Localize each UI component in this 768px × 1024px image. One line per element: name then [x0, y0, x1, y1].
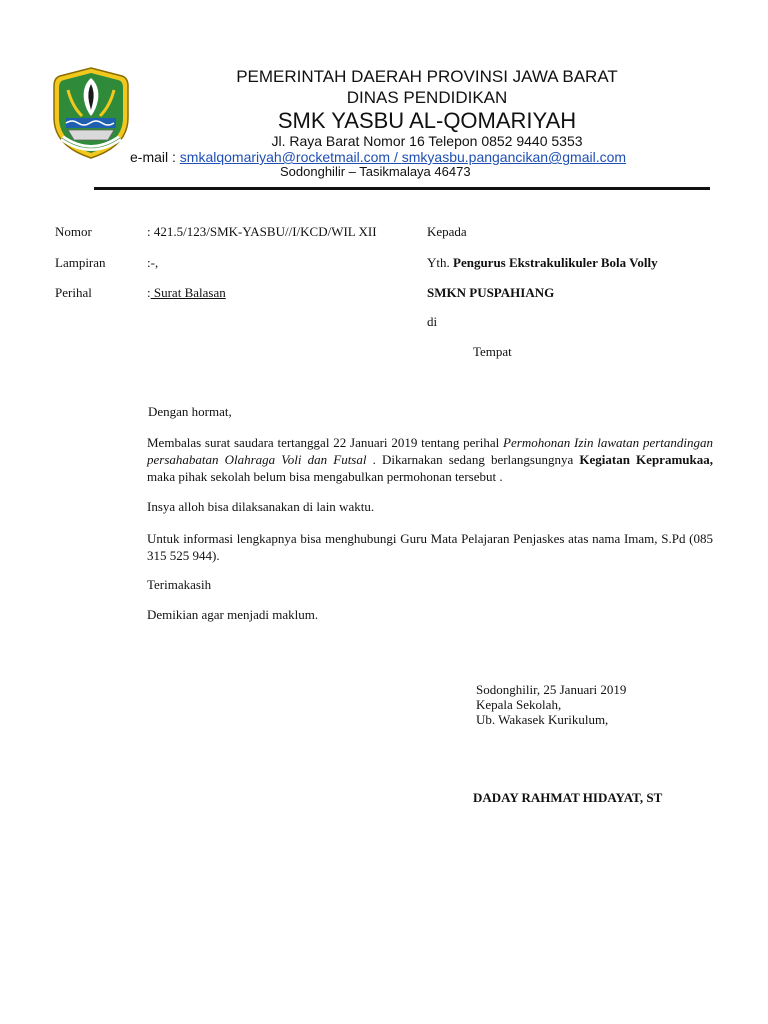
recipient-line — [427, 255, 658, 271]
perihal-value: Surat Balasan — [150, 285, 226, 300]
paragraph-later: Insya alloh bisa dilaksanakan di lain waktu. — [147, 499, 375, 514]
recipient-kepada: Kepada — [427, 224, 467, 239]
letterhead-city: Sodonghilir – Tasikmalaya 46473 — [280, 164, 471, 179]
paragraph-reply — [147, 434, 713, 485]
letterhead-government: PEMERINTAH DAERAH PROVINSI JAWA BARAT — [236, 67, 618, 86]
p1-reason: . Dikarnakan sedang berlangsungnya — [366, 452, 580, 467]
salutation: Dengan hormat, — [148, 404, 232, 419]
p1-intro: Membalas surat saudara tertanggal 22 Januari 2019 tentang perihal — [147, 435, 504, 450]
perihal-row — [147, 285, 226, 301]
email-link-2[interactable]: smkyasbu.pangancikan@gmail.com — [401, 149, 627, 165]
signature-title-1: Kepala Sekolah, — [476, 697, 562, 712]
nomor-label: Nomor — [55, 224, 92, 239]
recipient-name: Pengurus Ekstrakulikuler Bola Volly — [453, 255, 658, 270]
recipient-yth: Yth. — [427, 255, 450, 270]
recipient-tempat: Tempat — [473, 344, 512, 359]
recipient-di: di — [427, 314, 438, 329]
letterhead-address: Jl. Raya Barat Nomor 16 Telepon 0852 9440 5353 — [271, 133, 583, 149]
paragraph-closing: Demikian agar menjadi maklum. — [147, 607, 319, 622]
letterhead-school-name: SMK YASBU AL-QOMARIYAH — [277, 108, 577, 133]
signature-place-date: Sodonghilir, 25 Januari 2019 — [476, 682, 627, 697]
nomor-value: : 421.5/123/SMK-YASBU//I/KCD/WIL XII — [147, 224, 377, 239]
lampiran-label: Lampiran — [55, 255, 106, 270]
email-link-1[interactable]: smkalqomariyah@rocketmail.com — [179, 149, 391, 165]
lampiran-value: :-, — [147, 255, 159, 270]
p1-activity: Kegiatan Kepramukaa, — [579, 452, 713, 467]
perihal-colon: : — [147, 285, 151, 300]
signature-name: DADAY RAHMAT HIDAYAT, ST — [473, 790, 663, 805]
paragraph-contact: Untuk informasi lengkapnya bisa menghubungi Guru Mata Pelajaran Penjaskes atas nama Imam, S.Pd (085 315 525 944). — [147, 531, 713, 563]
recipient-org: SMKN PUSPAHIANG — [427, 285, 555, 300]
p1-subject: Permohonan Izin lawatan pertandingan persahabatan Olahraga Voli dan Futsal — [147, 435, 714, 467]
perihal-label: Perihal — [55, 285, 92, 300]
letterhead-divider — [94, 187, 710, 190]
email-label: e-mail : — [130, 149, 176, 165]
signature-title-2: Ub. Wakasek Kurikulum, — [476, 712, 609, 727]
letterhead-email — [130, 149, 626, 165]
letterhead-department: DINAS PENDIDIKAN — [346, 88, 508, 107]
email-separator: / — [390, 149, 402, 165]
paragraph-thanks: Terimakasih — [147, 577, 212, 592]
p1-conclusion: maka pihak sekolah belum bisa mengabulkan permohonan tersebut . — [147, 469, 503, 484]
